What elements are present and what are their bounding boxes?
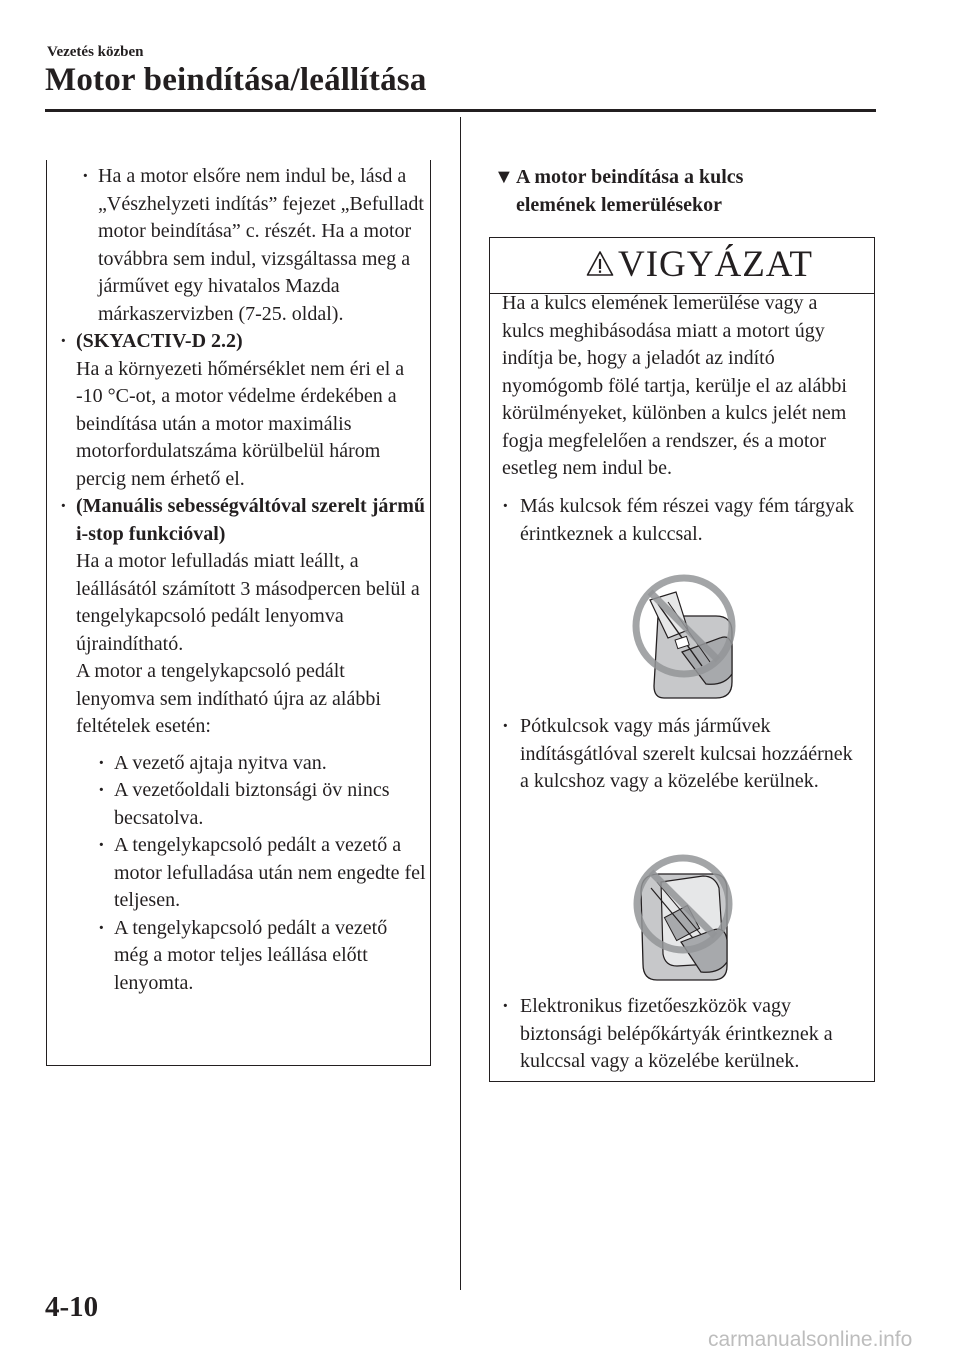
caution-header bbox=[490, 238, 874, 294]
caution-title: VIGYÁZAT bbox=[618, 244, 814, 285]
list-item: · A tengelykapcsoló pedált a vezető még a motor teljes leállása előtt lenyomta. bbox=[98, 915, 426, 998]
manual-heading: · (Manuális sebességváltóval szerelt jármű i-stop funkcióval) bbox=[76, 495, 426, 545]
list-item bbox=[502, 713, 862, 796]
restart-note: · Ha a motor elsőre nem indul be, lásd a „Vészhelyzeti indítás” fejezet „Befulladt motor beindítása” c. részét. Ha a motor továbbra sem indul, vizsgáltassa meg a járművet egy hivatalos Mazda márkaszervizben (7-25. oldal). bbox=[82, 163, 426, 328]
list-item: · A vezetőoldali biztonsági öv nincs becsatolva. bbox=[98, 777, 426, 832]
skyactiv-heading: · (SKYACTIV-D 2.2) bbox=[76, 330, 243, 352]
page-number: 4-10 bbox=[45, 1291, 99, 1323]
list-item bbox=[60, 493, 426, 997]
manual-text-2: A motor a tengelykapcsoló pedált lenyomva sem indítható újra az alábbi feltételek esetén: bbox=[76, 660, 381, 737]
manual-text-1: Ha a motor lefulladás miatt leállt, a leállásától számított 3 másodpercen belül a tengelykapcsoló pedált lenyomva újraindítható. bbox=[76, 550, 420, 655]
list-item bbox=[502, 993, 862, 1076]
list-item: · A vezető ajtaja nyitva van. bbox=[98, 750, 426, 778]
list-item bbox=[502, 493, 862, 548]
list-item bbox=[60, 328, 426, 493]
key-metal-contact-illustration bbox=[628, 574, 738, 704]
warning-triangle-icon bbox=[586, 250, 614, 277]
subsection-heading bbox=[494, 163, 824, 219]
page-title: Motor beindítása/leállítása bbox=[45, 62, 427, 98]
left-content bbox=[60, 163, 426, 997]
section-label: Vezetés közben bbox=[47, 44, 144, 60]
skyactiv-text: Ha a környezeti hőmérséklet nem éri el a -10 °C-ot, a motor védelme érdekében a beindítása után a motor maximális motorfordulatszáma körülbelül három percig nem érhető el. bbox=[76, 357, 405, 490]
watermark: carmanualsonline.info bbox=[708, 1328, 913, 1351]
column-divider bbox=[460, 117, 461, 1290]
caution-item-1: · Más kulcsok fém részei vagy fém tárgyak érintkeznek a kulccsal. bbox=[502, 493, 862, 548]
list-item bbox=[60, 163, 426, 328]
list-item: · A tengelykapcsoló pedált a vezető a motor lefulladása után nem engedte fel teljesen. bbox=[98, 832, 426, 915]
subsection-heading-text: A motor beindítása a kulcs elemének lemerülésekor bbox=[516, 166, 744, 216]
caution-item-3: · Elektronikus fizetőeszközök vagy biztonsági belépőkártyák érintkeznek a kulccsal vagy a közelébe kerülnek. bbox=[502, 993, 862, 1076]
caution-item-2: · Pótkulcsok vagy más járművek indításgátlóval szerelt kulcsai hozzáérnek a kulcshoz vagy a közelébe kerülnek. bbox=[502, 713, 862, 796]
condition-list bbox=[76, 750, 426, 998]
two-keys-illustration bbox=[627, 854, 737, 984]
caution-intro: Ha a kulcs elemének lemerülése vagy a kulcs meghibásodása miatt a motort úgy indítja be, hogy a jeladót az indító nyomógomb fölé tartja, kerülje el az alábbi körülményeket, különben a kulcs jelét nem fogja megfelelően a rendszer, és a motor esetleg nem indul be. bbox=[502, 292, 847, 479]
header-rule bbox=[45, 109, 876, 112]
triangle-marker: ▼ bbox=[494, 166, 514, 188]
